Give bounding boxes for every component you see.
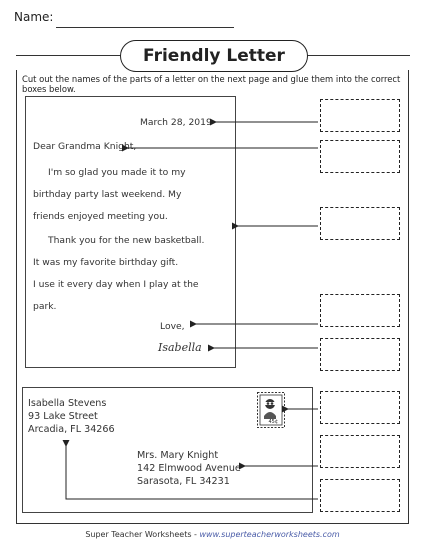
- letter-body-line: It was my favorite birthday gift.: [33, 257, 179, 268]
- return-address-line: Isabella Stevens: [28, 398, 107, 409]
- letter-body-line: birthday party last weekend. My: [33, 189, 182, 200]
- return-address-line: 93 Lake Street: [28, 411, 98, 422]
- return-address-line: Arcadia, FL 34266: [28, 424, 115, 435]
- letter-body-line: friends enjoyed meeting you.: [33, 211, 168, 222]
- footer-text: Super Teacher Worksheets -: [85, 530, 200, 539]
- letter-closing: Love,: [160, 321, 185, 332]
- footer-url[interactable]: www.superteacherworksheets.com: [199, 530, 340, 539]
- arrow-return-address: [66, 446, 318, 499]
- letter-body-line: Thank you for the new basketball.: [48, 235, 205, 246]
- letter-greeting: Dear Grandma Knight,: [33, 141, 137, 152]
- letter-date: March 28, 2019: [140, 117, 212, 128]
- recipient-address-line: Mrs. Mary Knight: [137, 450, 219, 461]
- stamp-value: 45¢: [268, 419, 278, 425]
- instructions: Cut out the names of the parts of a letter on the next page and glue them into the correct boxes below.: [22, 74, 401, 94]
- recipient-address-line: 142 Elmwood Avenue: [137, 463, 241, 474]
- page-title: Friendly Letter: [120, 40, 308, 72]
- letter-signature: Isabella: [158, 341, 202, 354]
- letter-body-line: I'm so glad you made it to my: [48, 167, 186, 178]
- name-label: Name:: [14, 10, 54, 24]
- recipient-address-line: Sarasota, FL 34231: [137, 476, 230, 487]
- letter-body-line: I use it every day when I play at the: [33, 279, 199, 290]
- letter-body-line: park.: [33, 301, 57, 312]
- footer: [0, 530, 425, 539]
